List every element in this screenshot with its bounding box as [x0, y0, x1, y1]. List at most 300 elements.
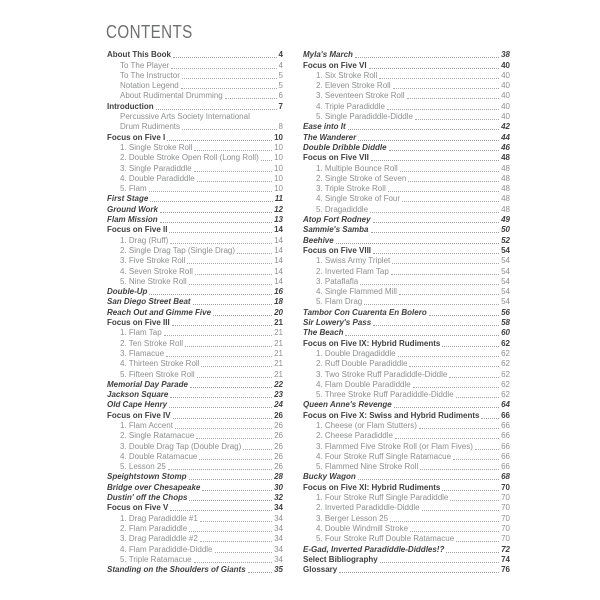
toc-entry: [107, 523, 283, 533]
toc-entry-label: Focus on Five X: Swiss and Hybrid Rudiments: [303, 410, 480, 420]
toc-entry-label: 5. Flam: [120, 184, 147, 194]
toc-entry: [107, 286, 283, 296]
toc-entry-label: Myla's March: [303, 50, 353, 60]
toc-entry: [303, 368, 510, 378]
toc-entry: [107, 379, 283, 389]
leader-dots: [189, 284, 272, 285]
toc-entry-page: 42: [501, 122, 510, 132]
toc-entry-label: Focus on Five V: [107, 503, 169, 513]
leader-dots: [422, 510, 499, 511]
toc-entry-label: 3. Double Drag Tap (Double Drag): [120, 441, 242, 451]
toc-entry: [107, 502, 283, 512]
toc-entry: [107, 100, 283, 110]
toc-entry-page: 10: [274, 153, 283, 163]
leader-dots: [395, 438, 499, 439]
toc-entry-label: 5. Dragadiddle: [316, 204, 369, 214]
leader-dots: [360, 284, 499, 285]
leader-dots: [225, 98, 277, 99]
leader-dots: [392, 263, 499, 264]
toc-entry-page: 48: [501, 163, 510, 173]
toc-entry-page: 66: [501, 451, 510, 461]
leader-dots: [393, 88, 499, 89]
toc-entry: [107, 358, 283, 368]
toc-entry-label: 2. Cheese Paradiddle: [316, 431, 393, 441]
toc-entry: [107, 121, 283, 131]
toc-entry: [107, 142, 283, 152]
leader-dots: [475, 449, 499, 450]
toc-entry: [303, 420, 510, 430]
toc-entry-page: 52: [501, 235, 510, 245]
leader-dots: [355, 57, 499, 58]
toc-entry: [303, 111, 510, 121]
toc-entry-page: 70: [501, 503, 510, 513]
toc-entry: [303, 183, 510, 193]
leader-dots: [189, 479, 273, 480]
toc-entry-page: 21: [274, 348, 283, 358]
toc-entry: [303, 461, 510, 471]
toc-entry-label: 3. Two Stroke Ruff Paradiddle-Diddle: [316, 369, 448, 379]
toc-entry: [107, 173, 283, 183]
toc-entry: [303, 234, 510, 244]
toc-entry: [303, 296, 510, 306]
toc-entry-page: 66: [501, 462, 510, 472]
toc-entry: [303, 481, 510, 491]
leader-dots: [373, 222, 500, 223]
toc-entry: [303, 90, 510, 100]
toc-entry-page: 74: [501, 554, 510, 564]
toc-entry-label: Focus on Five XI: Hybrid Rudiments: [303, 482, 441, 492]
toc-entry-page: 34: [274, 554, 283, 564]
toc-entry-page: 13: [274, 215, 283, 225]
toc-entry: [303, 451, 510, 461]
toc-entry-page: 30: [274, 482, 283, 492]
leader-dots: [336, 243, 499, 244]
toc-entry-label: E-Gad, Inverted Paradiddle-Diddles!?: [303, 544, 445, 554]
leader-dots: [182, 78, 277, 79]
toc-entry: [107, 193, 283, 203]
toc-entry-page: 22: [274, 379, 283, 389]
leader-dots: [369, 68, 500, 69]
leader-dots: [409, 366, 499, 367]
toc-entry: [303, 49, 510, 59]
toc-entry: [303, 389, 510, 399]
toc-entry: [107, 296, 283, 306]
toc-entry-label: Drum Rudiments: [120, 122, 181, 132]
toc-entry-page: 20: [274, 307, 283, 317]
toc-entry-label: 4. Double Ratamacue: [120, 451, 198, 461]
toc-entry-page: 7: [278, 101, 283, 111]
toc-entry-page: 8: [278, 122, 283, 132]
toc-entry-label: 1. Flam Accent: [120, 420, 173, 430]
toc-entry-label: 3. Single Paradiddle: [120, 163, 192, 173]
toc-entry: [303, 224, 510, 234]
toc-entry: [107, 492, 283, 502]
toc-entry-label: 2. Ten Stroke Roll: [120, 338, 183, 348]
toc-entry: [107, 152, 283, 162]
toc-entry-label: 5. Nine Stroke Roll: [120, 276, 187, 286]
toc-entry-page: 14: [274, 266, 283, 276]
leader-dots: [213, 315, 272, 316]
toc-entry-page: 54: [501, 266, 510, 276]
leader-dots: [172, 325, 272, 326]
leader-dots: [164, 335, 272, 336]
toc-entry-page: 14: [274, 235, 283, 245]
toc-entry-label: 2. Flam Paradiddle: [120, 523, 188, 533]
leader-dots: [199, 459, 272, 460]
toc-entry: [303, 399, 510, 409]
toc-entry-label: 3. Seventeen Stroke Roll: [316, 91, 405, 101]
toc-entry-label: Flam Mission: [107, 215, 158, 225]
toc-entry: [107, 265, 283, 275]
toc-entry-page: 54: [501, 297, 510, 307]
toc-entry: [107, 481, 283, 491]
toc-entry-page: 32: [274, 493, 283, 503]
toc-entry-label: 4. Seven Stroke Roll: [120, 266, 193, 276]
toc-entry-label: Old Cape Henry: [107, 400, 168, 410]
toc-entry: [303, 512, 510, 522]
toc-entry: [303, 358, 510, 368]
toc-entry-label: 2. Double Stroke Open Roll (Long Roll): [120, 153, 259, 163]
leader-dots: [193, 304, 273, 305]
toc-entry: [107, 317, 283, 327]
toc-entry-label: Focus on Five I: [107, 132, 166, 142]
toc-entry: [107, 183, 283, 193]
toc-entry: [107, 337, 283, 347]
toc-entry: [303, 100, 510, 110]
leader-dots: [364, 304, 499, 305]
leader-dots: [189, 500, 272, 501]
toc-entry-page: 14: [274, 276, 283, 286]
leader-dots: [187, 263, 272, 264]
toc-entry-label: Focus on Five VII: [303, 153, 369, 163]
toc-entry-page: 24: [274, 400, 283, 410]
leader-dots: [449, 377, 499, 378]
toc-entry-page: 48: [501, 184, 510, 194]
toc-entry: [303, 193, 510, 203]
toc-entry-label: Dustin' off the Chops: [107, 493, 188, 503]
toc-entry: [107, 111, 283, 121]
toc-entry: [107, 70, 283, 80]
toc-entry-label: 1. Multiple Bounce Roll: [316, 163, 398, 173]
toc-entry-label: 2. Inverted Paradiddle-Diddle: [316, 503, 420, 513]
toc-entry: [303, 162, 510, 172]
toc-entry-label: 5. Lesson 25: [120, 462, 166, 472]
leader-dots: [160, 222, 272, 223]
toc-entry: [107, 162, 283, 172]
toc-entry-label: 4. Thirteen Stroke Roll: [120, 359, 200, 369]
leader-dots: [201, 366, 272, 367]
leader-dots: [169, 407, 272, 408]
leader-dots: [149, 294, 272, 295]
leader-dots: [371, 232, 500, 233]
toc-entry-page: 58: [501, 318, 510, 328]
toc-entry-page: 35: [274, 565, 283, 575]
toc-entry-page: 54: [501, 245, 510, 255]
leader-dots: [387, 109, 499, 110]
toc-entry: [303, 440, 510, 450]
toc-entry-label: 3. Pataflafla: [316, 276, 359, 286]
toc-entry-label: Focus on Five II: [107, 225, 168, 235]
leader-dots: [456, 397, 500, 398]
toc-entry-label: About This Book: [107, 50, 171, 60]
leader-dots: [194, 171, 272, 172]
leader-dots: [348, 129, 499, 130]
toc-entry: [107, 430, 283, 440]
leader-dots: [456, 541, 499, 542]
toc-entry-label: To The Instructor: [120, 70, 180, 80]
toc-entry-label: 3. Triple Stroke Roll: [316, 184, 386, 194]
toc-entry-label: 1. Single Stroke Roll: [120, 142, 193, 152]
toc-entry-page: 10: [274, 142, 283, 152]
toc-entry-label: Ground Work: [107, 204, 158, 214]
toc-entry-page: 40: [501, 112, 510, 122]
leader-dots: [345, 335, 499, 336]
toc-entry: [303, 286, 510, 296]
toc-entry-label: 2. Inverted Flam Tap: [316, 266, 389, 276]
toc-entry-page: 64: [501, 400, 510, 410]
toc-entry: [303, 152, 510, 162]
toc-entry: [303, 554, 510, 564]
toc-entry-label: 1. Swiss Army Triplet: [316, 256, 391, 266]
toc-entry: [303, 543, 510, 553]
toc-entry-page: 21: [274, 318, 283, 328]
toc-entry-label: 5. Four Stroke Ruff Double Ratamacue: [316, 534, 455, 544]
toc-entry-label: 5. Triple Ratamacue: [120, 554, 192, 564]
toc-entry-label: Standing on the Shoulders of Giants: [107, 565, 246, 575]
leader-dots: [215, 552, 273, 553]
toc-entry-label: 1. Drag Paradiddle #1: [120, 513, 198, 523]
toc-entry: [107, 224, 283, 234]
toc-entry-label: 4. Flam Double Paradiddle: [316, 379, 411, 389]
leader-dots: [429, 315, 499, 316]
leader-dots: [150, 201, 272, 202]
leader-dots: [450, 500, 499, 501]
toc-entry: [107, 327, 283, 337]
toc-entry-label: 5. Three Stroke Ruff Paradiddle-Diddle: [316, 390, 454, 400]
toc-entry-page: 50: [501, 225, 510, 235]
toc-entry: [303, 317, 510, 327]
leader-dots: [173, 418, 273, 419]
toc-entry-label: 1. Double Dragadiddle: [316, 348, 396, 358]
leader-dots: [453, 459, 499, 460]
toc-entry: [107, 214, 283, 224]
leader-dots: [371, 160, 499, 161]
toc-entry: [107, 533, 283, 543]
leader-dots: [398, 356, 499, 357]
toc-entry: [303, 306, 510, 316]
leader-dots: [402, 201, 499, 202]
toc-entry: [303, 523, 510, 533]
toc-entry-label: 1. Drag (Ruff): [120, 235, 169, 245]
toc-entry-page: 76: [501, 565, 510, 575]
toc-entry-label: 4. Four Stroke Ruff Single Ratamacue: [316, 451, 452, 461]
leader-dots: [189, 531, 272, 532]
toc-entry: [303, 337, 510, 347]
toc-entry-page: 54: [501, 287, 510, 297]
toc-entry-page: 21: [274, 328, 283, 338]
toc-entry-page: 34: [274, 513, 283, 523]
toc-entry-label: Focus on Five IV: [107, 410, 171, 420]
leader-dots: [175, 428, 272, 429]
leader-dots: [169, 232, 272, 233]
leader-dots: [481, 418, 499, 419]
toc-entry: [107, 255, 283, 265]
toc-entry-label: 5. Flam Drag: [316, 297, 363, 307]
toc-entry-page: 23: [274, 390, 283, 400]
toc-entry-page: 49: [501, 215, 510, 225]
toc-entry-page: 70: [501, 513, 510, 523]
toc-entry: [107, 368, 283, 378]
toc-entry-label: 3. Drag Paradiddle #2: [120, 534, 198, 544]
toc-entry-page: 54: [501, 276, 510, 286]
toc-entry-page: 21: [274, 369, 283, 379]
leader-dots: [373, 325, 499, 326]
leader-dots: [190, 387, 272, 388]
toc-entry: [303, 276, 510, 286]
toc-entry-label: Glossary: [303, 565, 338, 575]
toc-entry-page: 38: [501, 50, 510, 60]
leader-dots: [419, 428, 499, 429]
toc-entry-page: 62: [501, 348, 510, 358]
leader-dots: [358, 479, 499, 480]
toc-entry-page: 66: [501, 441, 510, 451]
toc-entry-label: Focus on Five VIII: [303, 245, 372, 255]
toc-entry-label: Memorial Day Parade: [107, 379, 188, 389]
toc-entry: [107, 131, 283, 141]
toc-entry-label: 1. Cheese (or Flam Stutters): [316, 420, 417, 430]
toc-entry-label: 4. Triple Paradiddle: [316, 101, 385, 111]
toc-entry-page: 66: [501, 431, 510, 441]
toc-entry-page: 62: [501, 390, 510, 400]
toc-entry-label: First Stage: [107, 194, 149, 204]
leader-dots: [339, 572, 499, 573]
toc-entry-page: 44: [501, 132, 510, 142]
toc-entry: [303, 245, 510, 255]
toc-entry-label: 2. Single Drag Tap (Single Drag): [120, 245, 236, 255]
toc-entry-page: 70: [501, 482, 510, 492]
toc-entry-page: 18: [274, 297, 283, 307]
toc-entry: [107, 451, 283, 461]
toc-entry-label: 1. Four Stroke Ruff Single Paradiddle: [316, 493, 449, 503]
toc-entry-label: 1. Flam Tap: [120, 328, 162, 338]
toc-entry-page: 70: [501, 493, 510, 503]
leader-dots: [243, 449, 272, 450]
toc-entry: [303, 214, 510, 224]
toc-entry: [107, 389, 283, 399]
leader-dots: [156, 109, 277, 110]
toc-entry-page: 62: [501, 369, 510, 379]
toc-entry-label: About Rudimental Drumming: [120, 91, 223, 101]
toc-entry-label: The Wanderer: [303, 132, 357, 142]
toc-entry-page: 21: [274, 359, 283, 369]
toc-entry: [303, 173, 510, 183]
toc-entry-label: Double-Up: [107, 287, 148, 297]
leader-dots: [358, 140, 499, 141]
leader-dots: [166, 356, 272, 357]
toc-entry-page: 34: [274, 544, 283, 554]
toc-entry-label: Bucky Wagon: [303, 472, 356, 482]
toc-entry: [303, 265, 510, 275]
toc-entry-label: 5. Single Paradiddle-Diddle: [316, 112, 413, 122]
leader-dots: [170, 243, 272, 244]
toc-entry-label: Double Dribble Diddle: [303, 142, 387, 152]
toc-entry-label: 3. Flamacue: [120, 348, 165, 358]
toc-entry-label: 3. Five Stroke Roll: [120, 256, 186, 266]
leader-dots: [420, 469, 499, 470]
page-title: CONTENTS: [106, 21, 193, 42]
leader-dots: [170, 397, 272, 398]
toc-entry-label: 2. Ruff Double Paradiddle: [316, 359, 408, 369]
toc-entry: [303, 142, 510, 152]
toc-entry: [107, 203, 283, 213]
toc-entry-page: 6: [278, 91, 283, 101]
toc-entry: [107, 543, 283, 553]
toc-entry-label: Sammie's Samba: [303, 225, 369, 235]
toc-entry-page: 34: [274, 523, 283, 533]
toc-entry-page: 40: [501, 60, 510, 70]
leader-dots: [380, 562, 499, 563]
toc-entry-page: 10: [274, 184, 283, 194]
toc-entry-label: Beehive: [303, 235, 334, 245]
toc-entry: [107, 49, 283, 59]
toc-entry: [107, 348, 283, 358]
toc-entry-page: 48: [501, 173, 510, 183]
toc-entry: [107, 59, 283, 69]
toc-entry-page: 54: [501, 256, 510, 266]
toc-entry: [107, 276, 283, 286]
toc-entry-page: 48: [501, 204, 510, 214]
toc-entry: [107, 409, 283, 419]
leader-dots: [446, 552, 499, 553]
leader-dots: [182, 129, 277, 130]
toc-entry-label: 2. Single Ratamacue: [120, 431, 195, 441]
toc-entry-label: To The Player: [120, 60, 170, 70]
toc-entry: [303, 121, 510, 131]
leader-dots: [399, 294, 499, 295]
leader-dots: [181, 88, 277, 89]
leader-dots: [149, 191, 272, 192]
toc-entry: [107, 234, 283, 244]
toc-entry-page: 34: [274, 503, 283, 513]
toc-entry: [303, 471, 510, 481]
toc-entry-label: Notation Legend: [120, 81, 179, 91]
toc-entry-page: 10: [274, 163, 283, 173]
toc-entry-page: 12: [274, 204, 283, 214]
toc-entry-page: 66: [501, 410, 510, 420]
toc-entry: [107, 420, 283, 430]
toc-entry-page: 10: [274, 132, 283, 142]
toc-entry-page: 48: [501, 153, 510, 163]
leader-dots: [390, 521, 499, 522]
toc-entry-label: 4. Single Flammed Mill: [316, 287, 397, 297]
toc-entry: [107, 245, 283, 255]
leader-dots: [370, 212, 499, 213]
toc-entry-label: 4. Double Windmill Stroke: [316, 523, 409, 533]
toc-entry-label: Jackson Square: [107, 390, 169, 400]
toc-entry: [107, 440, 283, 450]
toc-column-left: [107, 49, 283, 574]
leader-dots: [194, 150, 272, 151]
toc-entry-label: Sir Lowery's Pass: [303, 318, 372, 328]
toc-entry: [303, 379, 510, 389]
leader-dots: [400, 171, 499, 172]
toc-entry: [107, 564, 283, 574]
leader-dots: [261, 160, 272, 161]
toc-entry-page: 34: [274, 534, 283, 544]
leader-dots: [389, 150, 500, 151]
toc-entry: [107, 90, 283, 100]
toc-entry-page: 16: [274, 287, 283, 297]
